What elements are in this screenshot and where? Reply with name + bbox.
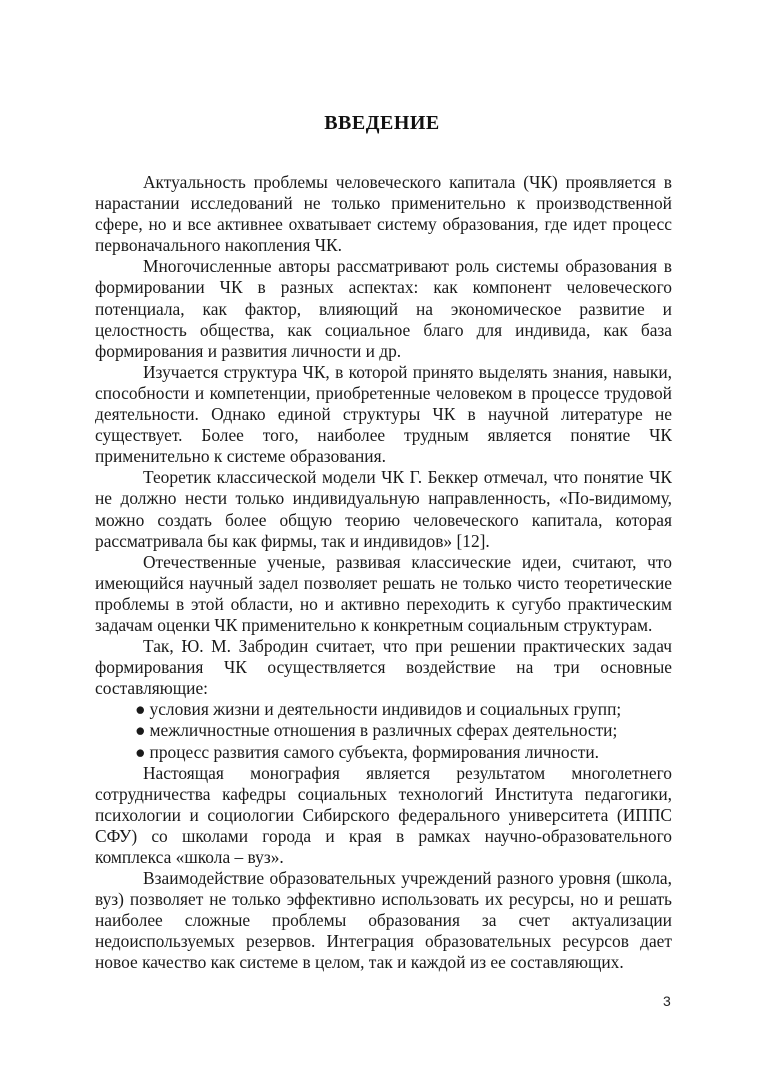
list-item bbox=[95, 742, 672, 763]
paragraph-monograph: Настоящая монография является результатом многолетнего сотрудничества кафедры социальных технологий Института педагогики, психологии и социологии Сибирского федерального университета (ИППС СФУ) со школами города и края в рамках научно-образовательного комплекса «школа – вуз». bbox=[95, 762, 672, 867]
bullet-icon: ● bbox=[135, 741, 146, 762]
bullet-icon: ● bbox=[135, 720, 146, 741]
paragraph-structure: Изучается структура ЧК, в которой принято выделять знания, навыки, способности и компетенции, приобретенные человеком в процессе трудовой деятельности. Однако единой структуры ЧК в научной литературе не существует. Более того, наиболее трудным является понятие ЧК применительно к системе образования. bbox=[95, 361, 672, 467]
paragraph-authors: Многочисленные авторы рассматривают роль системы образования в формировании ЧК в разных аспектах: как компонент человеческого потенциала, как фактор, влияющий на экономическое развитие и целостность общества, как социальное благо для индивида, как база формирования и развития личности и др. bbox=[95, 256, 672, 361]
body-text bbox=[95, 172, 672, 974]
paragraph-domestic-scholars: Отечественные ученые, развивая классические идеи, считают, что имеющийся научный задел позволяет решать не только чисто теоретические проблемы в этой области, но и активно переходить к сугубо практическим задачам оценки ЧК применительно к конкретным социальным структурам. bbox=[95, 551, 672, 635]
paragraph-zabrodin: Так, Ю. М. Забродин считает, что при решении практических задач формирования ЧК осуществляется воздействие на три основные составляющие: bbox=[95, 636, 672, 699]
list-item-text: условия жизни и деятельности индивидов и социальных групп; bbox=[149, 699, 622, 720]
bullet-icon: ● bbox=[135, 699, 146, 720]
list-item bbox=[95, 720, 672, 741]
paragraph-relevance: Актуальность проблемы человеческого капитала (ЧК) проявляется в нарастании исследований не только применительно к производственной сфере, но и все активнее охватывает систему образования, где идет процесс первоначального накопления ЧК. bbox=[95, 172, 672, 256]
paragraph-interaction: Взаимодействие образовательных учреждений разного уровня (школа, вуз) позволяет не только эффективно использовать их ресурсы, но и решать наиболее сложные проблемы образования за счет актуализации недоиспользуемых резервов. Интеграция образовательных ресурсов дает новое качество как системе в целом, так и каждой из ее составляющих. bbox=[95, 868, 672, 973]
list-item-text: межличностные отношения в различных сферах деятельности; bbox=[149, 720, 618, 741]
list-item bbox=[95, 699, 672, 720]
paragraph-becker: Теоретик классической модели ЧК Г. Беккер отмечал, что понятие ЧК не должно нести только индивидуальную направленность, «По-видимому, можно создать более общую теорию человеческого капитала, которая рассматривала бы как фирмы, так и индивидов» [12]. bbox=[95, 467, 672, 551]
list-item-text: процесс развития самого субъекта, формирования личности. bbox=[149, 741, 600, 762]
page-number: 3 bbox=[663, 993, 671, 1009]
components-list bbox=[95, 699, 672, 762]
chapter-title: ВВЕДЕНИЕ bbox=[324, 112, 440, 134]
